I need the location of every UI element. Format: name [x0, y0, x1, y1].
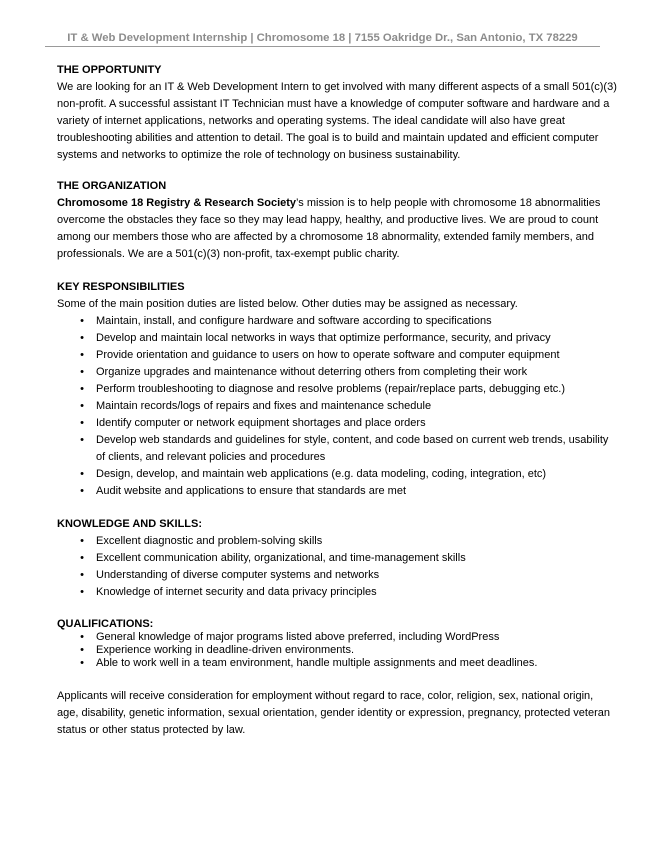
bullet-icon: • — [80, 349, 84, 361]
organization-text — [57, 195, 617, 263]
list-item-text: Identify computer or network equipment shortages and place orders — [96, 417, 426, 429]
list-item — [57, 550, 617, 567]
opportunity-text: We are looking for an IT & Web Development Intern to get involved with many different aspects of a small 501(c)(3) non-profit. A successful assistant IT Technician must have a knowledge of computer software and hardware and a variety of internet applications, networks and operating systems. The ideal candidate will also have great troubleshooting abilities and attention to detail. The goal is to build and maintain updated and efficient computer systems and networks to optimize the role of technology on business sustainability. — [57, 81, 617, 161]
list-item — [57, 330, 617, 347]
section-title-qualifications: QUALIFICATIONS: — [57, 618, 154, 630]
skills-list — [57, 533, 617, 601]
section-title-organization: THE ORGANIZATION — [57, 180, 167, 192]
page-header: IT & Web Development Internship | Chromosome 18 | 7155 Oakridge Dr., San Antonio, TX 78229 — [45, 32, 600, 47]
section-qualifications — [57, 617, 617, 670]
bullet-icon: • — [80, 468, 84, 480]
section-responsibilities — [57, 279, 617, 500]
list-item — [57, 313, 617, 330]
list-item-text: Organize upgrades and maintenance without deterring others from completing their work — [96, 366, 528, 378]
bullet-icon: • — [80, 417, 84, 429]
list-item-text: Perform troubleshooting to diagnose and resolve problems (repair/replace parts, debugging etc.) — [96, 383, 565, 395]
bullet-icon: • — [80, 400, 84, 412]
bullet-icon: • — [80, 586, 84, 598]
section-eeo — [57, 688, 617, 739]
list-item — [57, 415, 617, 432]
section-organization — [57, 178, 617, 263]
bullet-icon: • — [80, 569, 84, 581]
list-item-text: Develop and maintain local networks in ways that optimize performance, security, and privacy — [96, 332, 551, 344]
list-item — [57, 381, 617, 398]
list-item-text: Audit website and applications to ensure that standards are met — [96, 485, 407, 497]
list-item-text: Excellent communication ability, organizational, and time-management skills — [96, 552, 466, 564]
section-title-skills: KNOWLEDGE AND SKILLS: — [57, 518, 203, 530]
responsibilities-intro: Some of the main position duties are listed below. Other duties may be assigned as necessary. — [57, 298, 518, 310]
bullet-icon: • — [80, 657, 84, 669]
bullet-icon: • — [80, 552, 84, 564]
list-item — [57, 657, 617, 670]
list-item-text: Develop web standards and guidelines for style, content, and code based on current web trends, usability of clients, and relevant policies and procedures — [96, 434, 609, 463]
section-title-opportunity: THE OPPORTUNITY — [57, 64, 162, 76]
section-skills — [57, 516, 617, 601]
list-item-text: Knowledge of internet security and data privacy principles — [96, 586, 377, 598]
list-item-text: Excellent diagnostic and problem-solving skills — [96, 535, 323, 547]
bullet-icon: • — [80, 366, 84, 378]
bullet-icon: • — [80, 535, 84, 547]
eeo-statement: Applicants will receive consideration for employment without regard to race, color, religion, sex, national origin, age, disability, genetic information, sexual orientation, gender identity or expression, pregnancy, protected veteran status or other status protected by law. — [57, 690, 610, 736]
bullet-icon: • — [80, 434, 84, 446]
bullet-icon: • — [80, 332, 84, 344]
list-item — [57, 432, 617, 466]
organization-mission: ’s mission is to help people with chromosome 18 abnormalities overcome the obstacles they face so they may lead happy, healthy, and productive lives. We are proud to count among our members those who are affected by a chromosome 18 abnormality, extended family members, and professionals. We are a 501(c)(3) non-profit, tax-exempt public charity. — [57, 197, 601, 260]
section-opportunity — [57, 62, 617, 164]
list-item-text: General knowledge of major programs listed above preferred, including WordPress — [96, 631, 500, 643]
list-item-text: Experience working in deadline-driven environments. — [96, 644, 355, 656]
list-item — [57, 584, 617, 601]
list-item-text: Provide orientation and guidance to users on how to operate software and computer equipment — [96, 349, 560, 361]
bullet-icon: • — [80, 315, 84, 327]
document-body — [57, 62, 617, 753]
list-item — [57, 533, 617, 550]
list-item — [57, 644, 617, 657]
bullet-icon: • — [80, 644, 84, 656]
list-item — [57, 631, 617, 644]
list-item-text: Maintain, install, and configure hardware and software according to specifications — [96, 315, 492, 327]
bullet-icon: • — [80, 383, 84, 395]
qualifications-list — [57, 631, 617, 670]
organization-name: Chromosome 18 Registry & Research Society — [57, 197, 297, 209]
list-item — [57, 364, 617, 381]
list-item — [57, 347, 617, 364]
list-item — [57, 466, 617, 483]
bullet-icon: • — [80, 485, 84, 497]
list-item-text: Design, develop, and maintain web applications (e.g. data modeling, coding, integration, etc) — [96, 468, 547, 480]
list-item-text: Maintain records/logs of repairs and fixes and maintenance schedule — [96, 400, 432, 412]
list-item — [57, 567, 617, 584]
list-item — [57, 483, 617, 500]
list-item-text: Able to work well in a team environment, handle multiple assignments and meet deadlines. — [96, 657, 538, 669]
bullet-icon: • — [80, 631, 84, 643]
responsibilities-list — [57, 313, 617, 500]
section-title-responsibilities: KEY RESPONSIBILITIES — [57, 281, 185, 293]
list-item — [57, 398, 617, 415]
list-item-text: Understanding of diverse computer systems and networks — [96, 569, 380, 581]
